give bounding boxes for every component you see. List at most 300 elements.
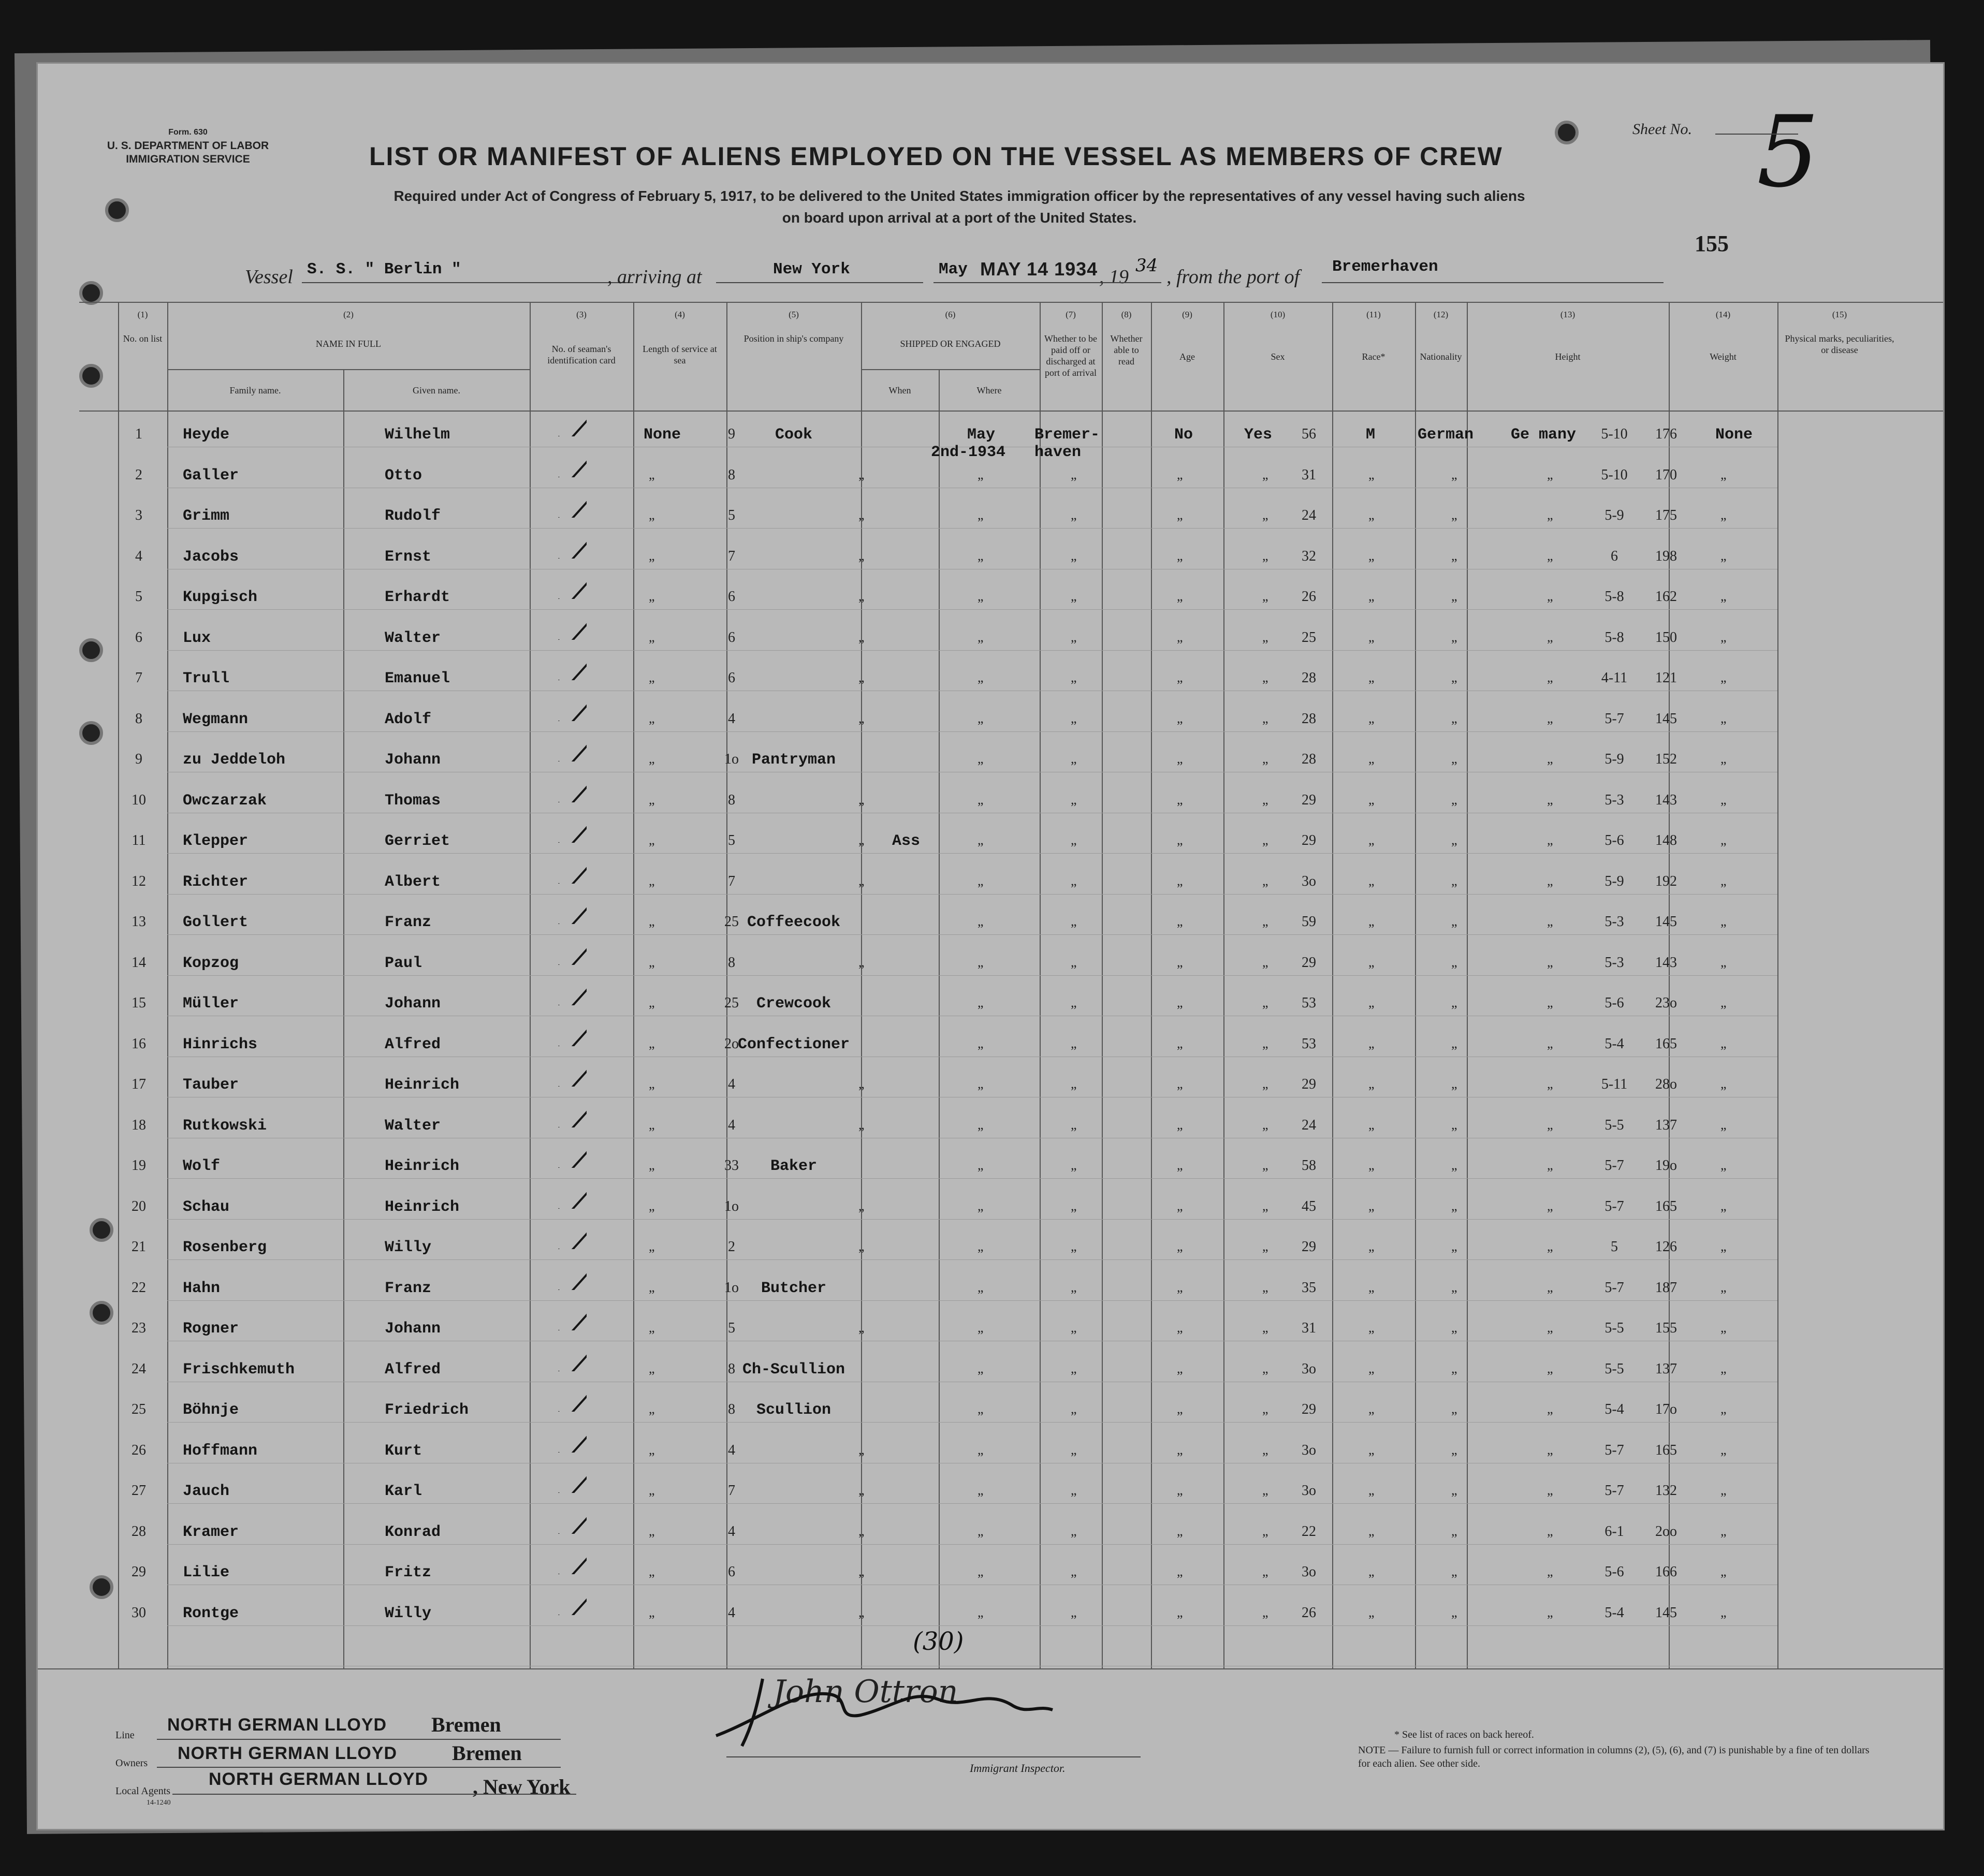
physical-marks: „ (1720, 1035, 1727, 1051)
position: Crewcook (756, 995, 831, 1013)
age: 35 (1302, 1279, 1316, 1296)
paid-off: „ (1177, 1564, 1183, 1579)
race: „ (1451, 1483, 1457, 1498)
able-to-read: „ (1262, 1117, 1268, 1132)
weight: 137 (1655, 1360, 1677, 1377)
race: „ (1451, 1604, 1457, 1620)
family-name: Lux (183, 629, 211, 647)
given-name: Willy (385, 1239, 432, 1256)
physical-marks: „ (1720, 1117, 1727, 1132)
seaman-card-number: „ (649, 1157, 655, 1172)
shipped-when: „ (978, 1117, 984, 1132)
position: „ (858, 1483, 865, 1498)
given-name: Otto (385, 466, 422, 485)
given-name: Fritz (385, 1564, 432, 1581)
nationality: „ (1547, 1360, 1553, 1376)
nationality: „ (1547, 507, 1553, 522)
family-name: Heyde (183, 426, 230, 444)
position: „ (858, 1523, 865, 1538)
shipped-where: „ (1071, 1157, 1077, 1172)
given-name: Johann (385, 995, 441, 1013)
length-of-service: 4 (728, 1604, 735, 1621)
given-name: Johann (385, 1320, 441, 1338)
length-of-service: 33 (724, 1157, 739, 1174)
race: „ (1451, 629, 1457, 644)
paid-off: „ (1177, 1320, 1183, 1335)
age: 29 (1302, 832, 1316, 848)
position: „ (858, 873, 865, 888)
row-number: 5 (135, 589, 142, 605)
nationality: „ (1547, 1320, 1553, 1335)
checkmark-icon (556, 944, 587, 965)
able-to-read: „ (1262, 873, 1268, 888)
seaman-card-number: „ (649, 1076, 655, 1091)
race: „ (1451, 1035, 1457, 1051)
family-name: Kopzog (183, 954, 239, 972)
shipped-where: „ (1071, 1320, 1077, 1335)
shipped-where: „ (1071, 670, 1077, 685)
column-header: NAME IN FULL (316, 339, 381, 349)
seaman-card-number: None (644, 426, 681, 444)
year-suffix: 34 (1135, 255, 1158, 276)
row-number: 12 (132, 873, 146, 889)
shipped-when: „ (978, 589, 984, 604)
checkmark-icon (556, 578, 587, 599)
age: 53 (1302, 995, 1316, 1011)
length-of-service: 4 (728, 1076, 735, 1092)
length-of-service: 7 (728, 873, 735, 889)
shipped-subheader-border (861, 369, 1040, 370)
physical-marks: „ (1720, 629, 1727, 644)
given-name: Wilhelm (385, 426, 450, 444)
age: 29 (1302, 954, 1316, 971)
height: 5-7 (1604, 1442, 1624, 1458)
paid-off: „ (1177, 710, 1183, 726)
length-of-service: 6 (728, 1564, 735, 1580)
shipped-when: „ (978, 1076, 984, 1091)
able-to-read: „ (1262, 1523, 1268, 1538)
row-number: 23 (132, 1320, 146, 1336)
weight: 176 (1655, 426, 1677, 442)
height: 5-8 (1604, 589, 1624, 605)
paid-off: „ (1177, 751, 1183, 766)
column-divider (1669, 302, 1670, 1668)
nationality: „ (1547, 792, 1553, 807)
owners-label: Owners (115, 1757, 148, 1769)
shipped-where: „ (1071, 792, 1077, 807)
checkmark-icon (556, 741, 587, 761)
family-name: Kupgisch (183, 589, 258, 606)
paid-off: „ (1177, 548, 1183, 563)
owners-value: NORTH GERMAN LLOYD (178, 1743, 398, 1763)
shipped-where-port: haven (1034, 444, 1082, 461)
paid-off: „ (1177, 1523, 1183, 1538)
shipped-when: „ (978, 832, 984, 847)
able-to-read: „ (1262, 507, 1268, 522)
seaman-card-number: „ (649, 1604, 655, 1620)
column-header: No. on list (123, 333, 163, 344)
race: „ (1451, 1076, 1457, 1091)
document-title: LIST OR MANIFEST OF ALIENS EMPLOYED ON THE VESSEL AS MEMBERS OF CREW (369, 142, 1503, 171)
sex: „ (1368, 1604, 1375, 1620)
length-of-service: 9 (728, 426, 735, 442)
row-number: 29 (132, 1564, 146, 1580)
position: „ (858, 629, 865, 644)
seaman-card-number: „ (649, 832, 655, 847)
column-number: (6) (945, 310, 956, 319)
given-name: Erhardt (385, 589, 450, 606)
seaman-card-number: „ (649, 1239, 655, 1254)
given-name: Thomas (385, 792, 441, 810)
age: 28 (1302, 710, 1316, 727)
paid-off: „ (1177, 1279, 1183, 1295)
shipped-where: „ (1071, 629, 1077, 644)
race: „ (1451, 751, 1457, 766)
column-header: Sex (1271, 351, 1285, 362)
able-to-read: „ (1262, 670, 1268, 685)
height: 5-9 (1604, 751, 1624, 767)
family-name: Rontge (183, 1604, 239, 1622)
paid-off: „ (1177, 873, 1183, 888)
seaman-card-number: „ (649, 1483, 655, 1498)
nationality: „ (1547, 995, 1553, 1010)
nationality: „ (1547, 1117, 1553, 1132)
age: 29 (1302, 1076, 1316, 1092)
family-name: Trull (183, 670, 230, 687)
column-divider (1102, 302, 1103, 1668)
sex: „ (1368, 1320, 1375, 1335)
family-name: Wegmann (183, 710, 249, 728)
shipped-where: „ (1071, 1604, 1077, 1620)
seaman-card-number: „ (649, 1035, 655, 1051)
race: „ (1451, 1198, 1457, 1213)
column-header: Nationality (1420, 351, 1462, 362)
shipped-when: „ (978, 1401, 984, 1416)
row-rule (167, 894, 1777, 895)
length-of-service: 1o (724, 1279, 739, 1296)
nationality: „ (1547, 1442, 1553, 1457)
able-to-read: „ (1262, 1198, 1268, 1213)
shipped-when: „ (978, 548, 984, 563)
checkmark-icon (556, 659, 587, 680)
length-of-service: 1o (724, 751, 739, 767)
length-of-service: 25 (724, 914, 739, 930)
able-to-read: „ (1262, 1157, 1268, 1172)
shipped-where: „ (1071, 1564, 1077, 1579)
height: 5-3 (1604, 954, 1624, 971)
row-number: 3 (135, 507, 142, 523)
paid-off: „ (1177, 1483, 1183, 1498)
height: 6-1 (1604, 1523, 1624, 1540)
length-of-service: 7 (728, 1483, 735, 1499)
row-number: 9 (135, 751, 142, 767)
checkmark-icon (556, 497, 587, 518)
paid-off: „ (1177, 1157, 1183, 1172)
height: 5-4 (1604, 1604, 1624, 1621)
given-name: Ernst (385, 548, 432, 566)
position: „ (858, 1604, 865, 1620)
row-rule (167, 853, 1777, 854)
checkmark-icon (556, 985, 587, 1005)
row-number: 15 (132, 995, 146, 1011)
sex: „ (1368, 629, 1375, 644)
shipped-where: „ (1071, 1035, 1077, 1051)
shipped-when: „ (978, 507, 984, 522)
row-number: 16 (132, 1035, 146, 1052)
shipped-when: „ (978, 751, 984, 766)
able-to-read: „ (1262, 589, 1268, 604)
column-header: Race* (1362, 351, 1385, 362)
year-prefix: , 19 (1099, 266, 1129, 288)
age: 56 (1302, 426, 1316, 442)
race: „ (1451, 914, 1457, 929)
column-header: Weight (1710, 351, 1737, 362)
position: Baker (770, 1157, 818, 1175)
given-name: Adolf (385, 710, 432, 728)
height: 5-5 (1604, 1117, 1624, 1133)
arrival-date-stamp: MAY 14 1934 (980, 258, 1098, 280)
row-number: 19 (132, 1157, 146, 1174)
row-rule (167, 1259, 1777, 1260)
sex: „ (1368, 1401, 1375, 1416)
family-name: Müller (183, 995, 239, 1013)
paid-off: „ (1177, 954, 1183, 970)
family-name-subheader: Family name. (229, 385, 281, 395)
able-to-read: „ (1262, 1604, 1268, 1620)
row-number: 26 (132, 1442, 146, 1458)
inspector-label: Immigrant Inspector. (970, 1762, 1066, 1775)
age: 28 (1302, 751, 1316, 767)
row-rule (167, 1178, 1777, 1179)
row-number: 7 (135, 670, 142, 686)
weight: 165 (1655, 1198, 1677, 1214)
able-to-read: Yes (1244, 426, 1273, 444)
position: „ (858, 1239, 865, 1254)
shipped-when: „ (978, 1604, 984, 1620)
paid-off: „ (1177, 589, 1183, 604)
seaman-card-number: „ (649, 1564, 655, 1579)
length-of-service: 8 (728, 792, 735, 808)
shipped-where: „ (1071, 954, 1077, 970)
race: „ (1451, 1442, 1457, 1457)
length-of-service: 7 (728, 548, 735, 564)
line-city: Bremen (431, 1713, 501, 1736)
row-rule (167, 1503, 1777, 1504)
shipped-when: May (967, 426, 996, 444)
shipped-where: „ (1071, 914, 1077, 929)
shipped-where: „ (1071, 1523, 1077, 1538)
sex: M (1366, 426, 1376, 444)
column-header: Position in ship's company (743, 333, 844, 344)
checkmark-icon (556, 1472, 587, 1493)
shipped-when: „ (978, 670, 984, 685)
age: 58 (1302, 1157, 1316, 1174)
row-rule (167, 650, 1777, 651)
owners-city: Bremen (452, 1741, 522, 1765)
age: 29 (1302, 792, 1316, 808)
row-rule (167, 528, 1777, 529)
column-header: Whether able to read (1110, 333, 1143, 367)
agents-city: , New York (473, 1775, 571, 1798)
race: „ (1451, 1117, 1457, 1132)
checkmark-icon (556, 700, 587, 721)
paid-off: „ (1177, 832, 1183, 847)
physical-marks: „ (1720, 1360, 1727, 1376)
position: Cook (775, 426, 813, 444)
column-divider (1777, 302, 1778, 1668)
shipped-when: „ (978, 873, 984, 888)
crew-manifest-table (38, 64, 1943, 1829)
shipped-where: „ (1071, 832, 1077, 847)
height: 4-11 (1601, 670, 1628, 686)
column-header: Whether to be paid off or discharged at port of arrival (1044, 333, 1097, 378)
family-name: Frischkemuth (183, 1360, 295, 1379)
family-name: Hinrichs (183, 1035, 258, 1053)
weight: 137 (1655, 1117, 1677, 1133)
row-number: 20 (132, 1198, 146, 1214)
column-header: Age (1179, 351, 1195, 362)
nationality: „ (1547, 751, 1553, 766)
sex: „ (1368, 832, 1375, 847)
arrival-month: May (939, 260, 968, 279)
race: „ (1451, 466, 1457, 482)
age: 3o (1302, 1483, 1316, 1499)
column-divider (726, 302, 727, 1668)
shipped-where: „ (1071, 1483, 1077, 1498)
sex: „ (1368, 1076, 1375, 1091)
paid-off: „ (1177, 792, 1183, 807)
checkmark-icon (556, 1269, 587, 1290)
length-of-service: 8 (728, 1401, 735, 1417)
row-number: 22 (132, 1279, 146, 1296)
family-name: Gollert (183, 914, 249, 931)
arriving-label: , arriving at (607, 266, 702, 288)
family-name: Grimm (183, 507, 230, 525)
physical-marks: „ (1720, 1523, 1727, 1538)
height: 5-7 (1604, 1279, 1624, 1296)
position: Scullion (756, 1401, 831, 1419)
shipped-when: „ (978, 995, 984, 1010)
service-name: IMMIGRATION SERVICE (126, 153, 250, 165)
given-name: Paul (385, 954, 422, 972)
physical-marks: „ (1720, 670, 1727, 685)
able-to-read: „ (1262, 1360, 1268, 1376)
department-name: U. S. DEPARTMENT OF LABOR (107, 140, 269, 152)
column-divider (1223, 302, 1224, 1668)
from-port: Bremerhaven (1332, 258, 1438, 276)
shipped-where: Bremer- (1034, 426, 1100, 444)
row-number: 8 (135, 710, 142, 727)
shipped-when: „ (978, 710, 984, 726)
position: Ch-Scullion (742, 1360, 845, 1379)
height: 5-4 (1604, 1401, 1624, 1417)
given-name: Friedrich (385, 1401, 469, 1419)
shipped-where: „ (1071, 1442, 1077, 1457)
column-divider (1151, 302, 1152, 1668)
weight: 19o (1655, 1157, 1677, 1174)
given-name: Franz (385, 1279, 432, 1297)
sex: „ (1368, 873, 1375, 888)
nationality: „ (1547, 670, 1553, 685)
race: „ (1451, 589, 1457, 604)
age: 24 (1302, 507, 1316, 523)
checkmark-icon (556, 1310, 587, 1330)
race: „ (1451, 548, 1457, 563)
paid-off: „ (1177, 914, 1183, 929)
seaman-card-number: „ (649, 1442, 655, 1457)
seaman-card-number: „ (649, 466, 655, 482)
nationality: „ (1547, 629, 1553, 644)
row-rule (167, 975, 1777, 976)
sex: „ (1368, 589, 1375, 604)
length-of-service: 5 (728, 1320, 735, 1336)
physical-marks: „ (1720, 1564, 1727, 1579)
physical-marks: „ (1720, 1604, 1727, 1620)
paid-off: „ (1177, 670, 1183, 685)
length-of-service: 8 (728, 954, 735, 971)
sheet-number-label: Sheet No. (1632, 121, 1692, 138)
nationality: „ (1547, 1523, 1553, 1538)
weight: 165 (1655, 1035, 1677, 1052)
height: 5-5 (1604, 1360, 1624, 1377)
agents-underline (172, 1794, 576, 1795)
row-number: 27 (132, 1483, 146, 1499)
able-to-read: „ (1262, 1320, 1268, 1335)
checkmark-icon (556, 1553, 587, 1574)
shipped-where-subheader: Where (976, 385, 1002, 395)
length-of-service: 2o (724, 1035, 739, 1052)
sex: „ (1368, 954, 1375, 970)
position: „ (858, 1442, 865, 1457)
shipped-when: „ (978, 954, 984, 970)
sex: „ (1368, 1035, 1375, 1051)
table-top-border (79, 302, 1943, 303)
length-of-service: 5 (728, 832, 735, 848)
column-number: (2) (343, 310, 354, 319)
able-to-read: „ (1262, 751, 1268, 766)
column-divider (118, 302, 119, 1668)
row-rule (167, 1625, 1777, 1626)
weight: 166 (1655, 1564, 1677, 1580)
row-rule (167, 934, 1777, 935)
length-of-service: 8 (728, 466, 735, 483)
family-name: Galler (183, 466, 239, 485)
shipped-when: „ (978, 1523, 984, 1538)
checkmark-icon (556, 822, 587, 843)
shipped-when: „ (978, 1157, 984, 1172)
inspector-signature: John Ottron (773, 1674, 958, 1710)
physical-marks: „ (1720, 1076, 1727, 1091)
family-name: Lilie (183, 1564, 230, 1581)
seaman-card-number: „ (649, 1117, 655, 1132)
shipped-where: „ (1071, 466, 1077, 482)
age: 3o (1302, 873, 1316, 889)
physical-marks: None (1715, 426, 1753, 444)
weight: 150 (1655, 629, 1677, 646)
family-name: Schau (183, 1198, 230, 1216)
sex: „ (1368, 1564, 1375, 1579)
penalty-note: NOTE — Failure to furnish full or correct information in columns (2), (5), (6), and (7) is punishable by a fine of ten dollars for each alien. See other side. (1358, 1745, 1870, 1769)
position: „ (858, 507, 865, 522)
physical-marks: „ (1720, 1157, 1727, 1172)
length-of-service: 4 (728, 1523, 735, 1540)
paid-off: „ (1177, 466, 1183, 482)
physical-marks: „ (1720, 1198, 1727, 1213)
given-name: Alfred (385, 1360, 441, 1379)
length-of-service: 25 (724, 995, 739, 1011)
family-name: Richter (183, 873, 249, 891)
age: 24 (1302, 1117, 1316, 1133)
